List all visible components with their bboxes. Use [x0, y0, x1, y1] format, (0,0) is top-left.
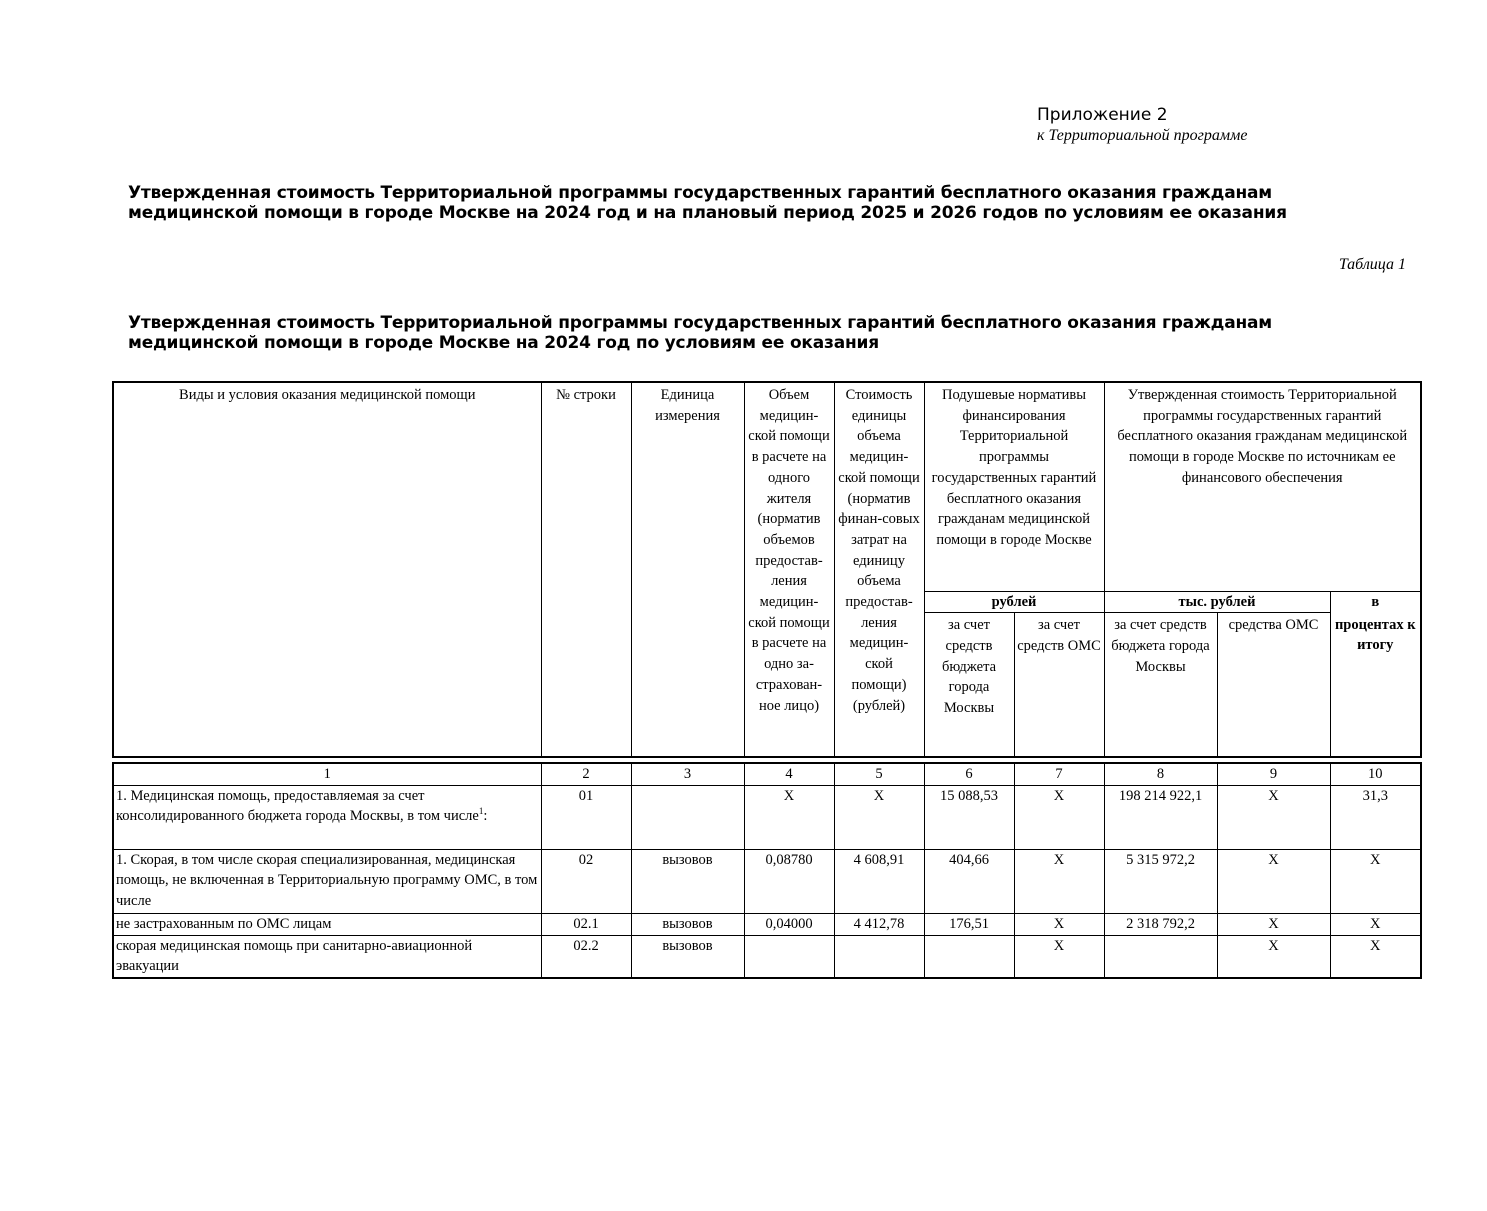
row-cost-budget: 5 315 972,2 [1104, 849, 1217, 913]
row-pc-budget: 15 088,53 [924, 785, 1014, 849]
header-volume: Объем медицин-ской помощи в расчете на одного жителя (норматив объемов предостав-ления медицин-ской помощи в расчете на одно за-страхован-ное лицо) [744, 382, 834, 757]
table-title: Утвержденная стоимость Территориальной программы государственных гарантий бесплатного оказания гражданам медицинской помощи в городе Москве на 2024 год по условиям ее оказания [128, 313, 1272, 353]
row-volume: 0,04000 [744, 913, 834, 935]
column-number: 9 [1217, 763, 1330, 785]
row-unit-cost: X [834, 785, 924, 849]
appendix-reference: к Территориальной программе [1037, 127, 1248, 144]
row-volume: X [744, 785, 834, 849]
header-pc-oms: за счет средств ОМС [1014, 613, 1104, 757]
row-name: 1. Медицинская помощь, предоставляемая за счет консолидированного бюджета города Москвы, в том числе$^1$: [113, 785, 541, 849]
header-types-conditions: Виды и условия оказания медицинской помощи [113, 382, 541, 757]
column-number: 2 [541, 763, 631, 785]
table-row [113, 935, 1421, 978]
row-cost-oms: X [1217, 935, 1330, 978]
row-pc-budget [924, 935, 1014, 978]
row-pc-budget: 404,66 [924, 849, 1014, 913]
header-unit: Единица измерения [631, 382, 744, 757]
header-percent-unit: в [1330, 591, 1421, 613]
table-row [113, 849, 1421, 913]
table-row [113, 785, 1421, 849]
header-cost-group: Утвержденная стоимость Территориальной программы государственных гарантий бесплатного оказания гражданам медицинской помощи в городе Москве по источникам ее финансового обеспечения [1104, 382, 1421, 591]
row-number: 02.1 [541, 913, 631, 935]
column-number: 3 [631, 763, 744, 785]
row-unit-cost: 4 608,91 [834, 849, 924, 913]
row-pc-oms: X [1014, 935, 1104, 978]
table-label: Таблица 1 [1338, 256, 1406, 273]
row-percent: 31,3 [1330, 785, 1421, 849]
row-percent: X [1330, 913, 1421, 935]
header-per-capita-group: Подушевые нормативы финансирования Территориальной программы государственных гарантий бесплатного оказания гражданам медицинской помощи в городе Москве [924, 382, 1104, 591]
table-body [112, 762, 1422, 979]
row-cost-budget: 2 318 792,2 [1104, 913, 1217, 935]
row-cost-oms: X [1217, 785, 1330, 849]
row-percent: X [1330, 935, 1421, 978]
row-name: 1. Скорая, в том числе скорая специализированная, медицинская помощь, не включенная в Территориальную программу ОМС, в том числе [113, 849, 541, 913]
appendix-number: Приложение 2 [1037, 105, 1168, 125]
column-number: 7 [1014, 763, 1104, 785]
row-volume [744, 935, 834, 978]
row-cost-oms: X [1217, 913, 1330, 935]
row-cost-oms: X [1217, 849, 1330, 913]
column-number: 4 [744, 763, 834, 785]
row-unit: вызовов [631, 849, 744, 913]
column-number-row [113, 763, 1421, 785]
row-cost-budget [1104, 935, 1217, 978]
row-unit-cost: 4 412,78 [834, 913, 924, 935]
row-unit: вызовов [631, 935, 744, 978]
footnote-marker: 1 [478, 806, 484, 817]
document-title: Утвержденная стоимость Территориальной программы государственных гарантий бесплатного оказания гражданам медицинской помощи в городе Москве на 2024 год и на плановый период 2025 и 2026 годов по условиям ее оказания [128, 183, 1287, 223]
table-row [113, 913, 1421, 935]
row-pc-oms: X [1014, 849, 1104, 913]
row-name: не застрахованным по ОМС лицам [113, 913, 541, 935]
row-percent: X [1330, 849, 1421, 913]
row-unit: вызовов [631, 913, 744, 935]
header-cost-unit: тыс. рублей [1104, 591, 1330, 613]
column-number: 1 [113, 763, 541, 785]
column-number: 6 [924, 763, 1014, 785]
row-pc-oms: X [1014, 785, 1104, 849]
column-number: 5 [834, 763, 924, 785]
header-per-capita-unit: рублей [924, 591, 1104, 613]
header-percent: процентах к итогу [1330, 613, 1421, 757]
row-unit-cost [834, 935, 924, 978]
row-number: 01 [541, 785, 631, 849]
header-pc-budget: за счет средств бюджета города Москвы [924, 613, 1014, 757]
header-unit-cost: Стоимость единицы объема медицин-ской помощи (норматив финан-совых затрат на единицу объема предостав-ления медицин-ской помощи) (рублей) [834, 382, 924, 757]
row-pc-oms: X [1014, 913, 1104, 935]
header-cost-budget: за счет средств бюджета города Москвы [1104, 613, 1217, 757]
row-number: 02.2 [541, 935, 631, 978]
row-cost-budget: 198 214 922,1 [1104, 785, 1217, 849]
row-number: 02 [541, 849, 631, 913]
header-row-number: № строки [541, 382, 631, 757]
column-number: 10 [1330, 763, 1421, 785]
header-cost-oms: средства ОМС [1217, 613, 1330, 757]
row-volume: 0,08780 [744, 849, 834, 913]
appendix-caption [1037, 104, 1247, 146]
row-pc-budget: 176,51 [924, 913, 1014, 935]
row-name: скорая медицинская помощь при санитарно-авиационной эвакуации [113, 935, 541, 978]
column-number: 8 [1104, 763, 1217, 785]
row-unit [631, 785, 744, 849]
table-header [112, 381, 1422, 758]
